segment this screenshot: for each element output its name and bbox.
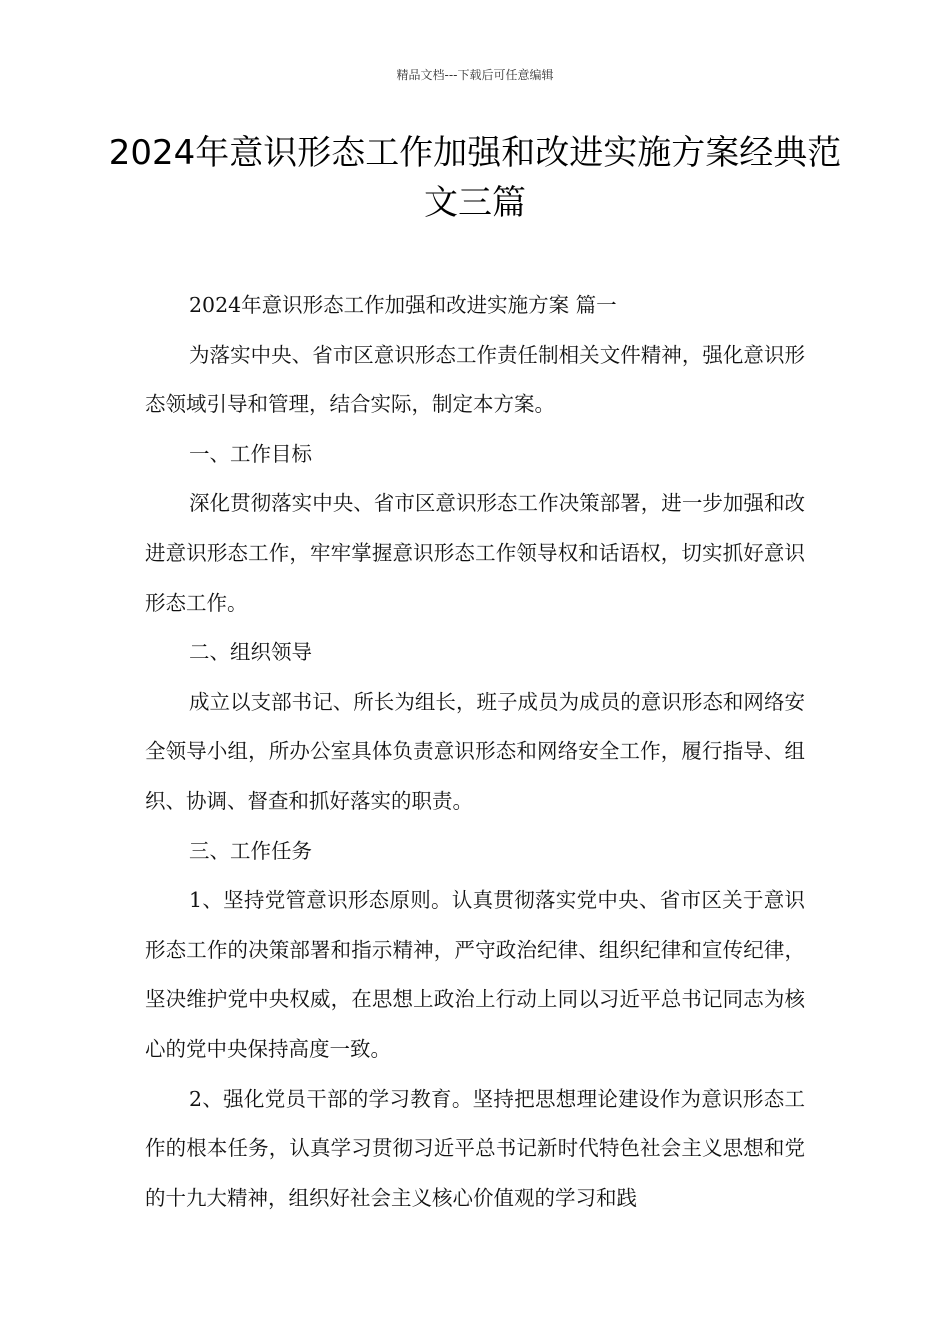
paragraph: 1、坚持党管意识形态原则。认真贯彻落实党中央、省市区关于意识形态工作的决策部署和指示精神，严守政治纪律、组织纪律和宣传纪律，坚决维护党中央权威，在思想上政治上行动上同以习近平总书记同志为核心的党中央保持高度一致。 <box>145 888 805 1061</box>
paragraph: 为落实中央、省市区意识形态工作责任制相关文件精神，强化意识形态领域引导和管理，结合实际，制定本方案。 <box>145 342 805 417</box>
document-title: 2024年意识形态工作加强和改进实施方案经典范文三篇 <box>108 133 842 223</box>
header-note: 精品文档---下载后可任意编辑 <box>396 68 554 82</box>
paragraph: 2、强化党员干部的学习教育。坚持把思想理论建设作为意识形态工作的根本任务，认真学习贯彻习近平总书记新时代特色社会主义思想和党的十九大精神，组织好社会主义核心价值观的学习和践 <box>145 1086 805 1210</box>
section-heading: 三、工作任务 <box>189 838 312 863</box>
section-heading: 一、工作目标 <box>189 441 312 466</box>
paragraph: 深化贯彻落实中央、省市区意识形态工作决策部署，进一步加强和改进意识形态工作，牢牢掌握意识形态工作领导权和话语权，切实抓好意识形态工作。 <box>145 491 805 615</box>
section-heading: 二、组织领导 <box>189 640 312 665</box>
document-body <box>145 281 805 1223</box>
section-heading: 2024年意识形态工作加强和改进实施方案 篇一 <box>189 293 617 317</box>
paragraph: 成立以支部书记、所长为组长，班子成员为成员的意识形态和网络安全领导小组，所办公室具体负责意识形态和网络安全工作，履行指导、组织、协调、督查和抓好落实的职责。 <box>145 689 805 813</box>
